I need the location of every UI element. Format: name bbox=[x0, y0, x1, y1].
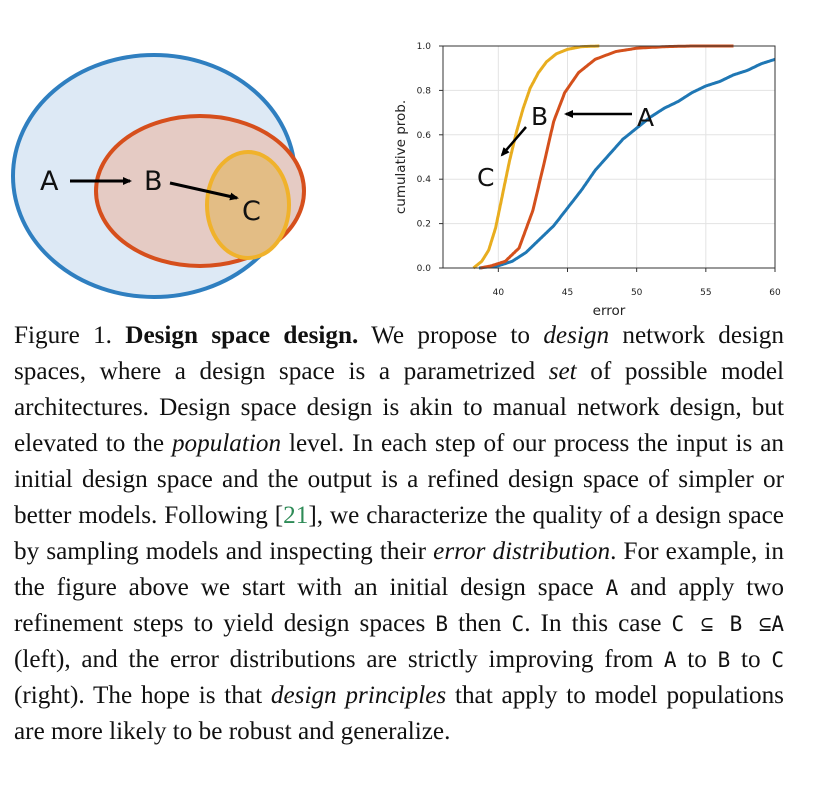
caption-text: of possible model architectures. Design space design is akin to manual network design, but elevated to the bbox=[14, 358, 784, 457]
annotation-a: A bbox=[637, 103, 655, 132]
chart-ticks bbox=[417, 42, 781, 298]
caption-text: ], we characterize the quality of a design space by sampling models and inspecting their bbox=[14, 502, 784, 565]
x-tick-label: 45 bbox=[561, 288, 574, 298]
caption-emphasis: set bbox=[548, 358, 577, 385]
design-space-name: A bbox=[663, 648, 677, 672]
caption-text: (right). The hope is that bbox=[14, 682, 271, 709]
caption-text: network design spaces, where a design space is a parametrized bbox=[14, 322, 784, 385]
venn-label-c: C bbox=[242, 196, 261, 227]
venn-label-b: B bbox=[144, 166, 163, 197]
x-tick-label: 40 bbox=[492, 288, 505, 298]
caption-figure-number: Figure 1. bbox=[14, 322, 126, 349]
caption-text: that apply to model populations are more likely to be robust and generalize. bbox=[14, 682, 784, 745]
caption-emphasis: design bbox=[543, 322, 610, 349]
caption-title: Design space design. bbox=[125, 322, 359, 349]
subset-relation: C ⊆ B ⊆A bbox=[671, 612, 784, 636]
citation-link[interactable]: 21 bbox=[283, 502, 309, 529]
y-tick-label: 0.8 bbox=[416, 86, 431, 97]
caption-text: We propose to bbox=[358, 322, 544, 349]
chart-series bbox=[473, 46, 775, 268]
caption-text: . For example, in the figure above we start with an initial design space bbox=[14, 538, 784, 601]
caption-text: to bbox=[730, 646, 772, 673]
caption-text: to bbox=[676, 646, 718, 673]
y-axis-label: cumulative prob. bbox=[393, 99, 409, 215]
x-tick-label: 50 bbox=[630, 288, 643, 298]
caption-text: . In this case bbox=[524, 610, 672, 637]
figure-caption bbox=[14, 318, 784, 750]
y-tick-label: 0.2 bbox=[416, 219, 431, 230]
caption-text: level. In each step of our process the input is an initial design space and the output is a refined design space of simpler or better models. Following [ bbox=[14, 430, 785, 529]
design-space-name: C bbox=[771, 648, 785, 672]
caption-emphasis: population bbox=[171, 430, 282, 457]
annotation-c: C bbox=[477, 163, 495, 192]
x-axis-label: error bbox=[592, 303, 626, 319]
x-tick-label: 60 bbox=[769, 288, 781, 298]
design-space-name: B bbox=[717, 648, 731, 672]
caption-text: then bbox=[448, 610, 512, 637]
series-line-c bbox=[473, 46, 599, 268]
cdf-chart bbox=[393, 42, 781, 319]
design-space-name: C bbox=[511, 612, 525, 636]
y-tick-label: 0.0 bbox=[416, 264, 431, 274]
design-space-name: A bbox=[605, 576, 619, 600]
annotation-b: B bbox=[531, 102, 549, 131]
caption-text: (left), and the error distributions are strictly improving from bbox=[14, 646, 664, 673]
caption-text: and apply two refinement steps to yield design spaces bbox=[14, 574, 784, 637]
x-tick-label: 55 bbox=[700, 288, 712, 298]
venn-diagram bbox=[13, 55, 304, 297]
figure-1 bbox=[0, 0, 830, 320]
y-tick-label: 1.0 bbox=[416, 42, 431, 52]
venn-label-a: A bbox=[40, 166, 59, 197]
caption-emphasis: design principles bbox=[270, 682, 447, 709]
caption-paragraph bbox=[14, 318, 784, 750]
design-space-name: B bbox=[435, 612, 449, 636]
annotation-arrow-b-to-c bbox=[502, 127, 526, 155]
caption-emphasis: error distribution bbox=[433, 538, 611, 565]
y-tick-label: 0.4 bbox=[416, 175, 431, 186]
y-tick-label: 0.6 bbox=[416, 130, 431, 141]
